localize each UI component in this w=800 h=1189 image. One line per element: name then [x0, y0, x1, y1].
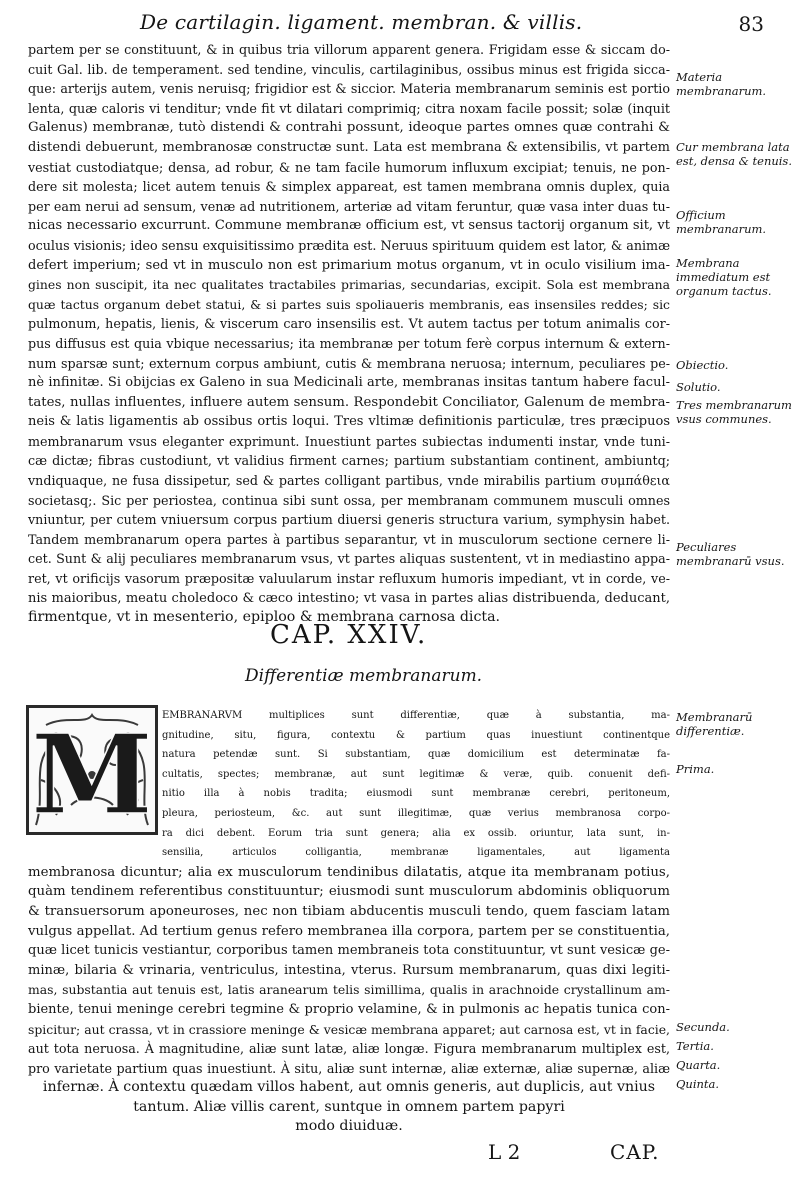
text-line: ra dici debent. Eorum tria sunt genera; alia ex ossib. oriuntur, lata sunt, in-	[162, 827, 670, 839]
text-line: nè infinitæ. Si obijcias ex Galeno in sua Medicinali arte, membranas insitas tantum habere facul-	[28, 375, 670, 391]
text-line: neis & latis ligamentis ab ossibus ortis loqui. Tres vltimæ definitionis particulæ, tres præcipuos	[28, 414, 670, 430]
text-line: oculus visionis; ideo sensu exquisitissimo prædita est. Neruus spirituum quidem est lator, & animæ	[28, 237, 670, 253]
text-line: gines non suscipit, ita nec qualitates tractabiles primarias, secundarias, excipit. Sola est membrana	[28, 277, 670, 293]
text-line: natura petendæ sunt. Si substantiam, quæ domicilium est determinatæ fa-	[162, 749, 670, 761]
text-line: que: arterijs autem, venis neruisq; frigidior est & siccior. Materia membranarum seminis est portio	[28, 81, 670, 97]
sidenote-cur-membrana: Cur membrana lata est, densa & tenuis.	[676, 140, 792, 168]
text-line: vndiquaque, ne fusa dissipetur, sed & partes colligant partibus, vnde mirabilis partium συμπάθεια	[28, 473, 670, 489]
text-line: vestiat custodiatque; densa, ad robur, & ne tam facile humorum influxum excipiat; tenuis, ne pon-	[28, 159, 670, 175]
sidenote-officium: Officium membranarum.	[676, 208, 767, 236]
text-line: pus diffusus est quia vbique necessarius; ita membranæ per totum ferè corpus internum & extern-	[28, 335, 670, 351]
text-line: partem per se constituunt, & in quibus tria villorum apparent genera. Frigidam esse & siccam do-	[28, 42, 670, 57]
sidenote-secunda: Secunda.	[676, 1020, 730, 1034]
text-line: spicitur; aut crassa, vt in crassiore meninge & vesicæ membrana apparet; aut carnosa est, vt in facie,	[28, 1021, 670, 1037]
sidenote-quarta: Quarta.	[676, 1058, 721, 1072]
text-line: pulmonum, hepatis, lienis, & viscerum caro insensilis est. Vt autem tactus per totum animalis cor-	[28, 316, 670, 332]
text-line: pro varietate partium quas inuestiunt. À situ, aliæ sunt internæ, aliæ externæ, aliæ supernæ, aliæ	[28, 1060, 670, 1076]
sidenote-peculiares: Peculiares membranarū vsus.	[676, 540, 785, 568]
sidenote-tertia: Tertia.	[676, 1039, 714, 1053]
text-line: nis maioribus, meatu choledoco & cæco intestino; vt vasa in partes alias distribuenda, deducant,	[28, 590, 670, 606]
page-number: 83	[738, 12, 764, 36]
text-line: pleura, periosteum, &c. aut sunt illegitimæ, quæ verius membranosa corpo-	[162, 807, 670, 819]
text-line: per eam nerui ad sensum, venæ ad nutritionem, arteriæ ad vitam feruntur, quæ vasa inter duas tu-	[28, 198, 670, 214]
text-line: Tandem membranarum opera partes à partibus separantur, vt in musculorum sectione cernere li-	[28, 531, 670, 547]
sidenote-quinta: Quinta.	[676, 1077, 720, 1091]
text-line: ret, vt orificijs vasorum præpositæ valuularum instar refluxum humoris impediant, vt in corde, ve-	[28, 571, 670, 587]
chapter-subtitle: Differentiæ membranarum.	[245, 666, 483, 686]
text-line: aut tota neruosa. À magnitudine, aliæ sunt latæ, aliæ longæ. Figura membranarum multiplex est,	[28, 1041, 670, 1057]
text-line: quæ tactus organum debet statui, & si partes suis spoliaueris membranis, eas insensiles reddes; sic	[28, 296, 670, 312]
text-line: num sparsæ sunt; externum corpus ambiunt, cutis & membrana neruosa; internum, peculiares pe-	[28, 355, 670, 371]
initial-letter: M	[31, 710, 153, 835]
text-line: dere sit molesta; licet autem tenuis & simplex appareat, est tamen membrana omnis duplex, quia	[28, 179, 670, 195]
text-line: lenta, quæ caloris vi tenditur; vnde fit vt dilatari comprimiq; citra noxam facile possit; solæ (inquit	[28, 100, 670, 116]
catchword: CAP.	[610, 1140, 660, 1164]
chapter-title: CAP. XXIV.	[270, 620, 428, 650]
text-line: biente, tenui meninge cerebri tegmine & proprio velamine, & in pulmonis ac hepatis tunica con-	[28, 1001, 670, 1017]
text-line: tantum. Aliæ villis carent, suntque in omnem partem papyri	[133, 1098, 565, 1115]
sidenote-obiectio: Obiectio.	[676, 358, 729, 372]
decorated-initial	[26, 705, 158, 835]
text-line: societasq;. Sic per periostea, continua sibi sunt ossa, per membranam communem musculi omnes	[28, 492, 670, 508]
text-line: vniuntur, per cutem vniuersum corpus partium diuersi generis structura varium, symphysin habet.	[28, 512, 670, 528]
text-line: mas, substantia aut tenuis est, latis aranearum telis simillima, qualis in arachnoide crystallinum am-	[28, 982, 670, 998]
sidenote-solutio: Solutio.	[676, 380, 721, 394]
text-line: Galenus) membranæ, tutò distendi & contrahi possunt, ideoque partes omnes quæ contrahi &	[28, 120, 670, 136]
main-text-block	[28, 40, 670, 628]
text-line: nicas necessario excurrunt. Commune membranæ officium est, vt sensus tactorij organum sit, vt	[28, 218, 670, 234]
text-line: cæ dictæ; fibras custodiunt, vt validius firment carnes; partium substantiam continent, ambiuntq;	[28, 453, 670, 469]
text-line: minæ, bilaria & vrinaria, ventriculus, intestina, vterus. Rursum membranarum, quas dixi legiti-	[28, 962, 670, 978]
text-line: cultatis, spectes; membranæ, aut sunt legitimæ & veræ, quib. conuenit defi-	[162, 768, 670, 780]
running-head: De cartilagin. ligament. membran. & villis.	[140, 10, 583, 34]
text-line: infernæ. À contextu quædam villos habent, aut omnis generis, aut duplicis, aut vnius	[42, 1079, 656, 1096]
text-line: cet. Sunt & alij peculiares membranarum vsus, vt partes aliquas sustentent, vt in mediastino appa-	[28, 551, 670, 567]
text-line: vulgus appellat. Ad tertium genus refero membranea illa corpora, partem per se constituentia,	[28, 923, 670, 939]
text-line: modo diuiduæ.	[295, 1118, 403, 1135]
text-line: defert imperium; sed vt in musculo non est primarium motus organum, vt in oculo visilium ima-	[28, 257, 670, 273]
text-line: quàm tendinem referentibus constituuntur; eiusmodi sunt musculorum abdominis obliquorum	[28, 884, 670, 900]
text-line: tates, nullas influentes, influere autem sensum. Respondebit Conciliator, Galenum de membra-	[28, 394, 670, 410]
text-line: membranosa dicuntur; alia ex musculorum tendinibus dilatatis, atque ita membranam potius,	[28, 864, 670, 880]
sidenote-immediatum: Membrana immediatum est organum tactus.	[676, 256, 772, 298]
text-line: quæ licet tunicis vestiantur, corporibus tamen membraneis tota constituuntur, vt sunt vesicæ ge-	[28, 943, 670, 959]
sidenote-materia: Materia membranarum.	[676, 70, 767, 98]
text-line: EMBRANARVM multiplices sunt differentiæ, quæ à substantia, ma-	[162, 710, 670, 721]
text-line: sensilia, articulos colligantia, membranæ ligamentales, aut ligamenta	[162, 847, 670, 859]
text-line: membranarum vsus eleganter exprimunt. Inuestiunt partes subiectas indumenti instar, vnde tuni-	[28, 433, 670, 449]
text-line: gnitudine, situ, figura, contextu & partium quas inuestiunt continentque	[162, 729, 670, 741]
sidenote-prima: Prima.	[676, 762, 715, 776]
text-line: & transuersorum aponeuroses, nec non tibiam abducentis musculi tendo, quem fasciam latam	[28, 903, 670, 919]
text-line: nitio illa à nobis tradita; eiusmodi sunt membranæ cerebri, peritoneum,	[162, 788, 670, 800]
signature-mark: L 2	[488, 1140, 521, 1164]
text-line: distendi debuerunt, membranosæ constructæ sunt. Lata est membrana & extensibilis, vt partem	[28, 139, 670, 155]
sidenote-differentiae: Membranarū differentiæ.	[676, 710, 753, 738]
text-line: firmentque, vt in mesenterio, epiploo & membrana carnosa dicta.	[28, 609, 501, 626]
text-line: cuit Gal. lib. de temperament. sed tendine, vinculis, cartilaginibus, ossibus minus est frigida sicca-	[28, 61, 670, 77]
sidenote-tres-vsus: Tres membranarum vsus communes.	[676, 398, 792, 426]
